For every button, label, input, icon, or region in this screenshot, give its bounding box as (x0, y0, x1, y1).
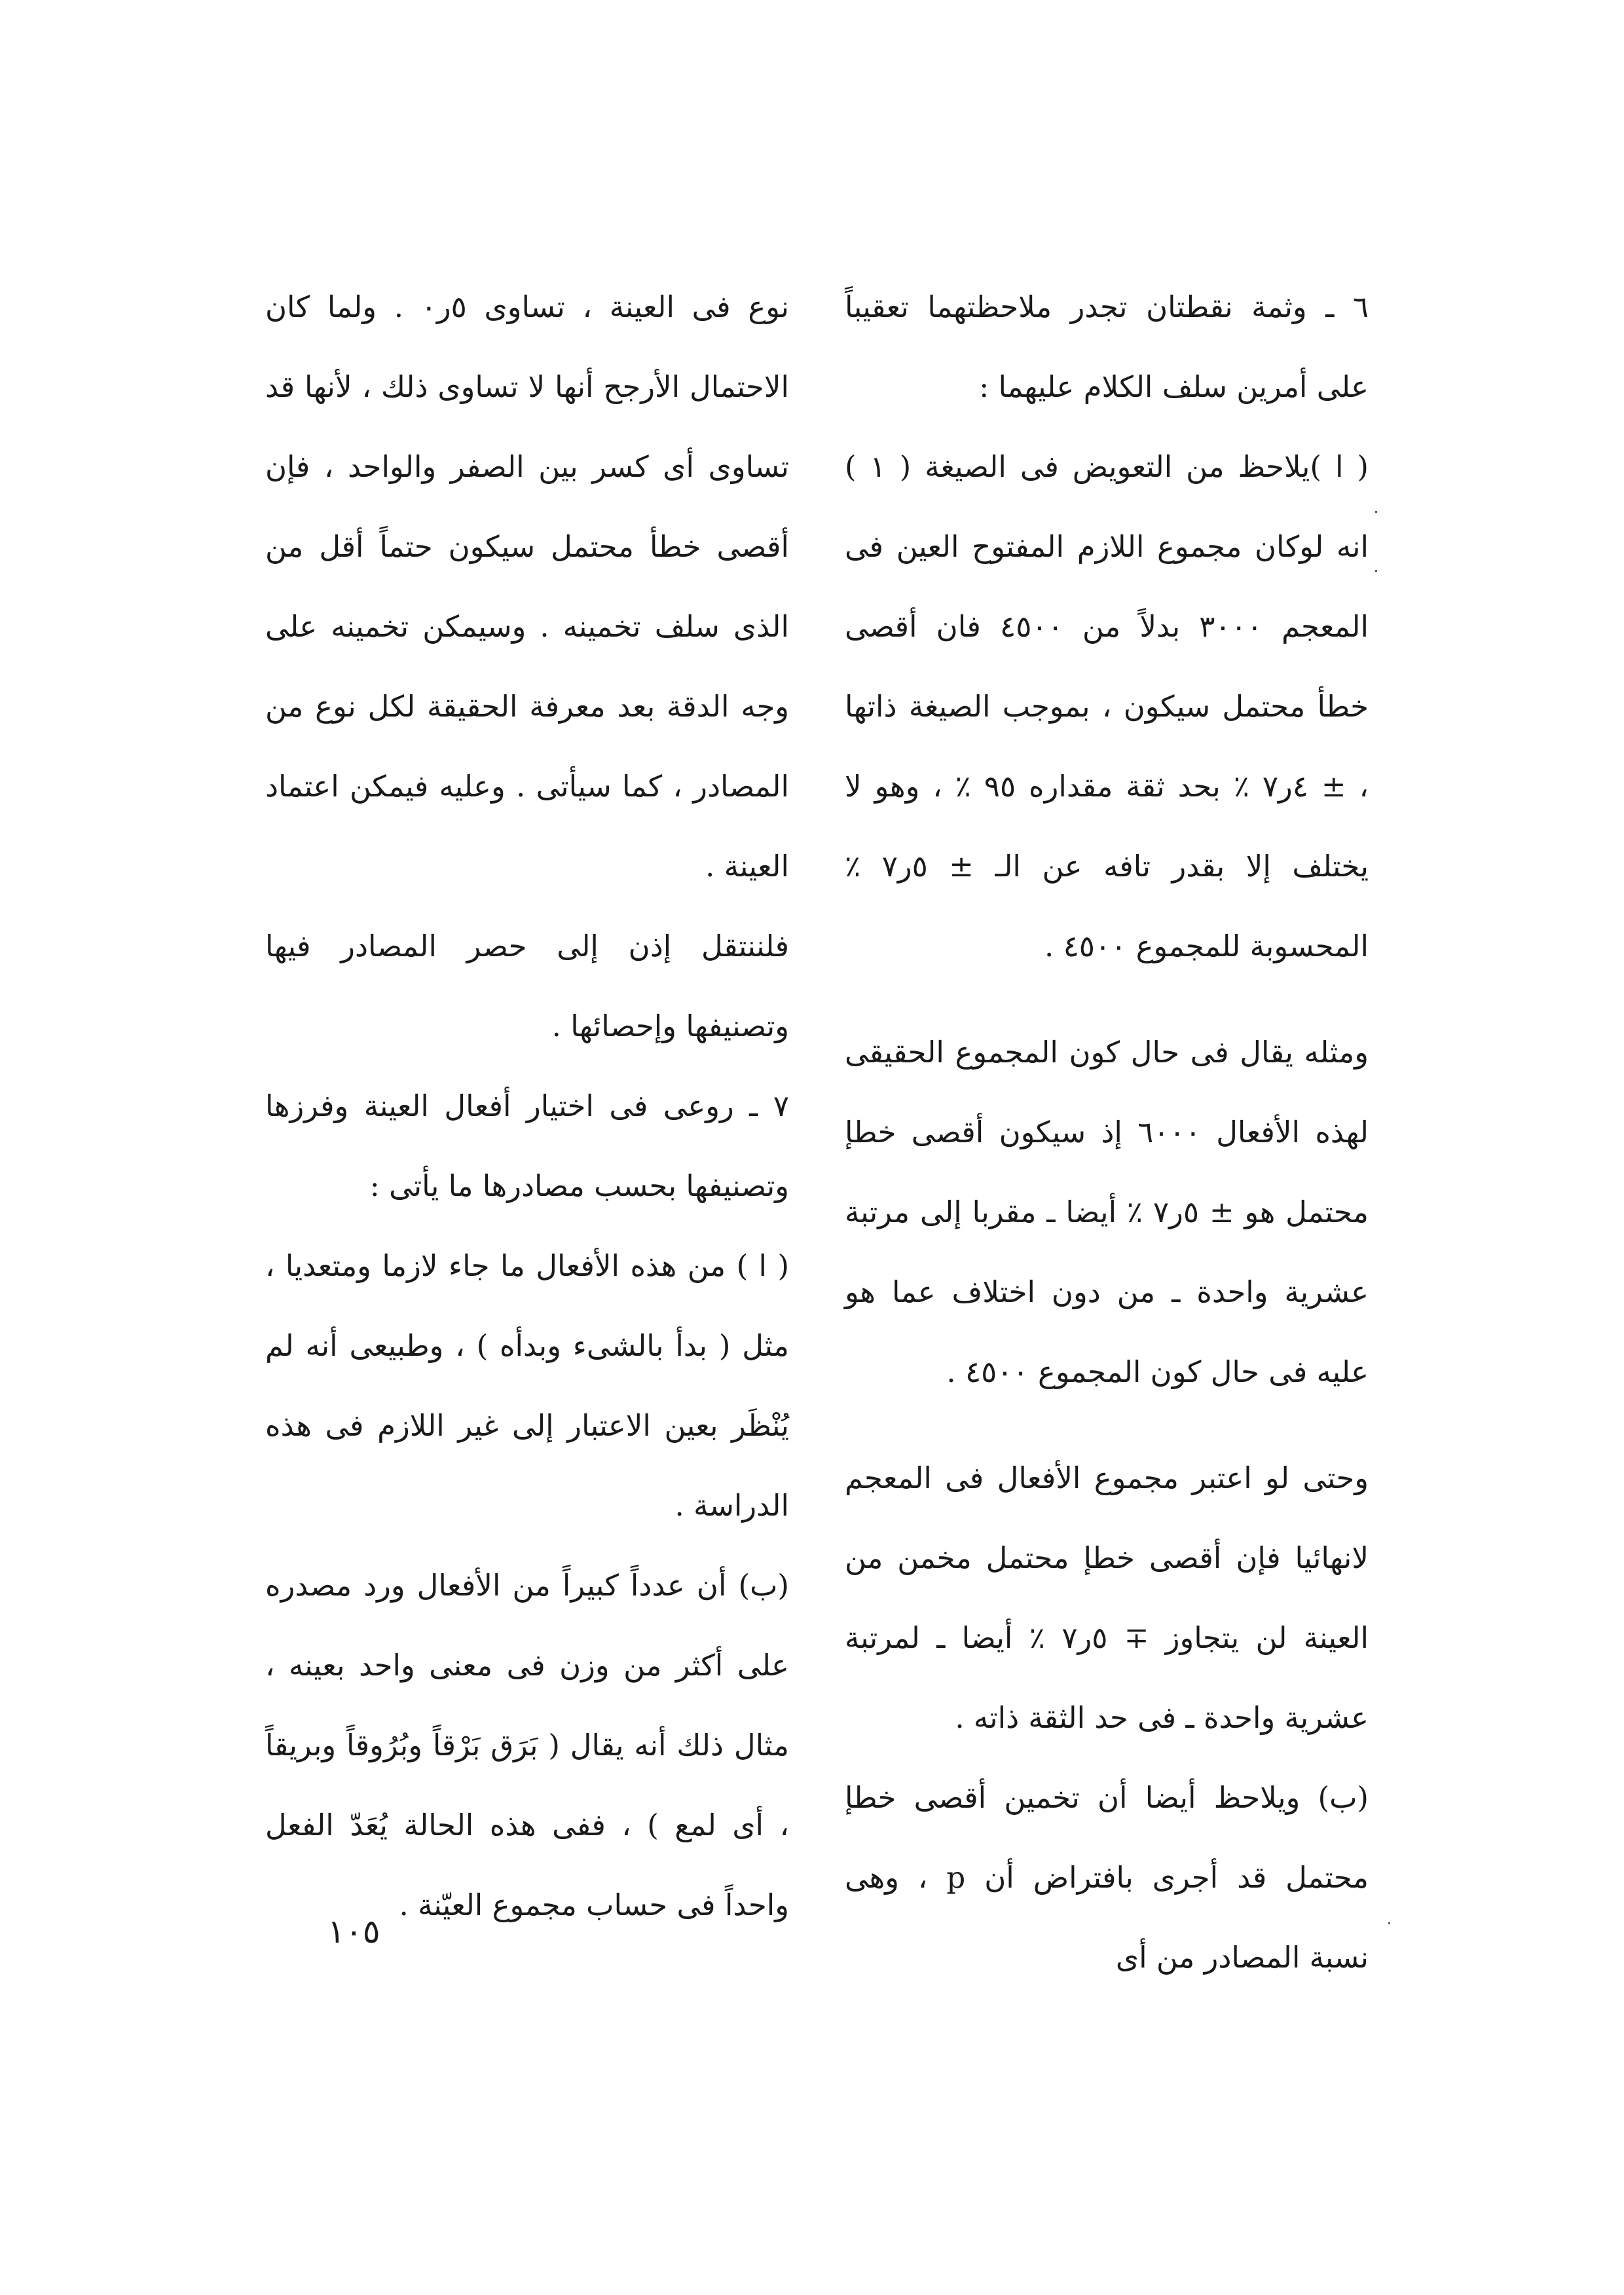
page-number: ١٠٥ (327, 1912, 380, 1950)
paragraph-6b: (ب) ويلاحظ أيضا أن تخمين أقصى خطإ محتمل قد أجرى بافتراض أن p ، وهى نسبة المصادر من أى (845, 1780, 1369, 1975)
paragraph-transition: فلننتقل إذن إلى حصر المصادر فيها وتصنيفها وإحصائها . (265, 929, 789, 1043)
paragraph-7a: ( ا ) من هذه الأفعال ما جاء لازما ومتعديا ، مثل ( بدأ بالشىء وبدأه ) ، وطبيعى أنه لم يُنْظَر بعين الاعتبار إلى غير اللازم فى هذه الدراسة . (265, 1248, 789, 1523)
scan-speck (1375, 511, 1377, 513)
paragraph-6b-cont: نوع فى العينة ، تساوى ٥ر٠ . ولما كان الاحتمال الأرجح أنها لا تساوى ذلك ، لأنها قد تساوى أى كسر بين الصفر والواحد ، فإن أقصى خطأ محتمل سيكون حتماً أقل من الذى سلف تخمينه . وسيمكن تخمينه على وجه الدقة بعد معرفة الحقيقة لكل نوع من المصادر ، كما سيأتى . وعليه فيمكن اعتماد العينة . (265, 289, 789, 884)
left-column (265, 267, 789, 1945)
paragraph-6a: ( ا )يلاحظ من التعويض فى الصيغة ( ١ ) انه لوكان مجموع اللازم المفتوح العين فى المعجم ٣٠٠٠ بدلاً من ٤٥٠٠ فان أقصى خطأ محتمل سيكون ، بموجب الصيغة ذاتها ، ± ٤ر٧ ٪ بحد ثقة مقداره ٩٥ ٪ ، وهو لا يختلف إلا بقدر تافه عن الـ ± ٥ر٧ ٪ المحسوبة للمجموع ٤٥٠٠ . (845, 449, 1369, 963)
paragraph-6a-cont-1: ومثله يقال فى حال كون المجموع الحقيقى لهذه الأفعال ٦٠٠٠ إذ سيكون أقصى خطإ محتمل هو ± ٥ر٧ ٪ أيضا ـ مقربا إلى مرتبة عشرية واحدة ـ من دون اختلاف عما هو عليه فى حال كون المجموع ٤٥٠٠ . (845, 1035, 1369, 1389)
paragraph-7-intro: ٧ ـ روعى فى اختيار أفعال العينة وفرزها وتصنيفها بحسب مصادرها ما يأتى : (265, 1089, 789, 1203)
scan-speck (1375, 570, 1377, 572)
paragraph-6-intro: ٦ ـ وثمة نقطتان تجدر ملاحظتهما تعقيباً على أمرين سلف الكلام عليهما : (845, 289, 1369, 404)
scan-speck (1388, 1922, 1390, 1924)
paragraph-7b: (ب) أن عدداً كبيراً من الأفعال ورد مصدره على أكثر من وزن فى معنى واحد بعينه ، مثال ذلك أنه يقال ( بَرَق بَرْقاً وبُرُوقاً وبريقاً ، أى لمع ) ، ففى هذه الحالة يُعَدّ الفعل واحداً فى حساب مجموع العيّنة . (265, 1568, 789, 1922)
paragraph-6a-cont-2: وحتى لو اعتبر مجموع الأفعال فى المعجم لانهائيا فإن أقصى خطإ محتمل مخمن من العينة لن يتجاوز ∓ ٥ر٧ ٪ أيضا ـ لمرتبة عشرية واحدة ـ فى حد الثقة ذاته . (845, 1461, 1369, 1735)
right-column (845, 267, 1369, 1998)
